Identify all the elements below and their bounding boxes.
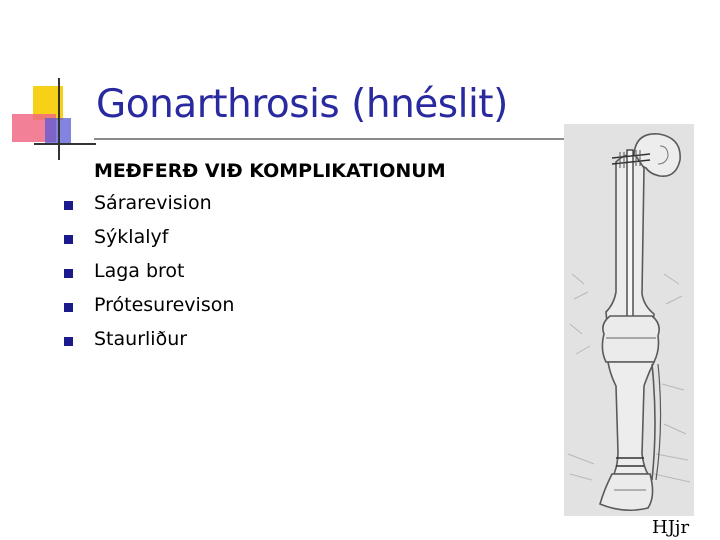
bullet-square-icon xyxy=(64,235,73,244)
logo-horizontal-line xyxy=(34,143,96,145)
list-item-text: Sárarevision xyxy=(94,192,212,214)
arthrodesis-nail-illustration xyxy=(564,124,694,516)
title-divider xyxy=(94,138,592,140)
list-item xyxy=(60,288,530,322)
author-initials: HJjr xyxy=(652,517,690,538)
list-item xyxy=(60,220,530,254)
slide-content xyxy=(60,156,530,356)
bullet-square-icon xyxy=(64,337,73,346)
bullet-list xyxy=(60,186,530,356)
slide-title: Gonarthrosis (hnéslit) xyxy=(96,82,508,127)
list-item-text: Staurliður xyxy=(94,328,188,350)
logo-vertical-line xyxy=(58,78,60,160)
list-item xyxy=(60,186,530,220)
list-item-text: Sýklalyf xyxy=(94,226,169,248)
bullet-square-icon xyxy=(64,269,73,278)
list-item xyxy=(60,322,530,356)
list-item xyxy=(60,254,530,288)
list-item-text: Laga brot xyxy=(94,260,185,282)
leg-bone-drawing xyxy=(564,124,694,516)
list-item-text: Prótesurevison xyxy=(94,294,235,316)
section-heading: MEÐFERÐ VIÐ KOMPLIKATIONUM xyxy=(94,160,446,182)
bullet-square-icon xyxy=(64,303,73,312)
slide-logo-decoration xyxy=(0,0,80,170)
bullet-square-icon xyxy=(64,201,73,210)
